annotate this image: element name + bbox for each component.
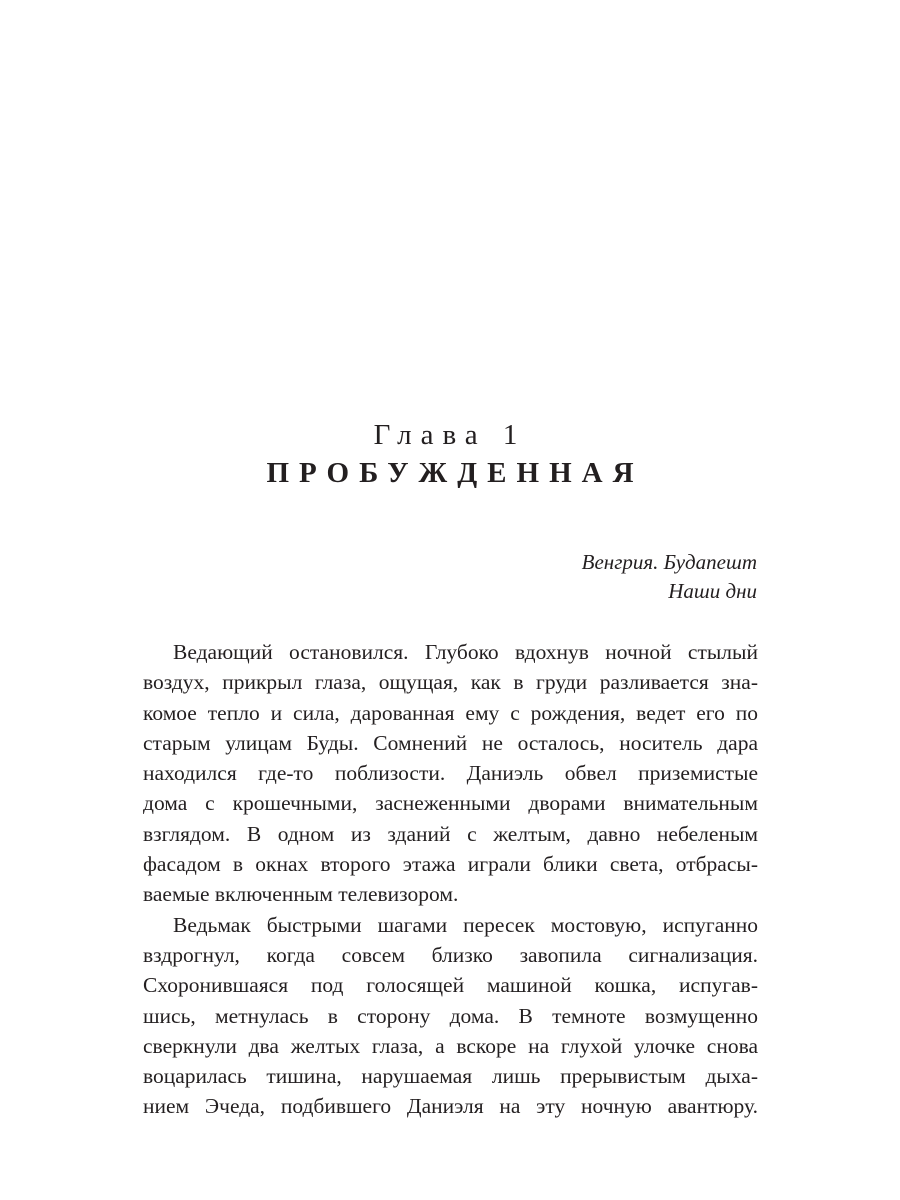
text-line: нием Эчеда, подбившего Даниэля на эту ночную авантюру. [143, 1094, 758, 1119]
text-line: сверкнули два желтых глаза, а вскоре на глухой улочке снова [143, 1033, 758, 1058]
paragraph-2 [143, 910, 758, 1122]
text-line: находился где-то поблизости. Даниэль обвел приземистые [143, 761, 758, 786]
chapter-number: Глава 1 [373, 419, 527, 451]
body-text [143, 637, 758, 1122]
text-line: Ведающий остановился. Глубоко вдохнув ночной стылый [173, 640, 758, 664]
text-line: вздрогнул, когда совсем близко завопила сигнализация. [143, 942, 758, 967]
chapter-title: ПРОБУЖДЕННАЯ [266, 457, 644, 489]
text-line: старым улицам Буды. Сомнений не осталось, носитель дара [143, 730, 758, 755]
epigraph-location: Венгрия. Будапешт [581, 550, 757, 574]
text-line: воцарилась тишина, нарушаемая лишь прерывистым дыха- [143, 1064, 758, 1089]
text-line: комое тепло и сила, дарованная ему с рождения, ведет его по [143, 700, 758, 725]
text-line: воздух, прикрыл глаза, ощущая, как в груди разливается зна- [143, 670, 758, 695]
text-line: фасадом в окнах второго этажа играли блики света, отбрасы- [143, 852, 758, 877]
epigraph [582, 548, 757, 606]
text-line: шись, метнулась в сторону дома. В темноте возмущенно [143, 1003, 758, 1028]
text-line: ваемые включенным телевизором. [143, 882, 459, 907]
text-line: взглядом. В одном из зданий с желтым, давно небеленым [143, 821, 758, 846]
text-line: Ведьмак быстрыми шагами пересек мостовую, испуганно [173, 912, 758, 937]
paragraph-1 [143, 637, 758, 910]
text-line: дома с крошечными, заснеженными дворами внимательным [143, 791, 758, 816]
epigraph-time: Наши дни [668, 579, 757, 603]
text-line: Схоронившаяся под голосящей машиной кошка, испугав- [143, 973, 758, 998]
